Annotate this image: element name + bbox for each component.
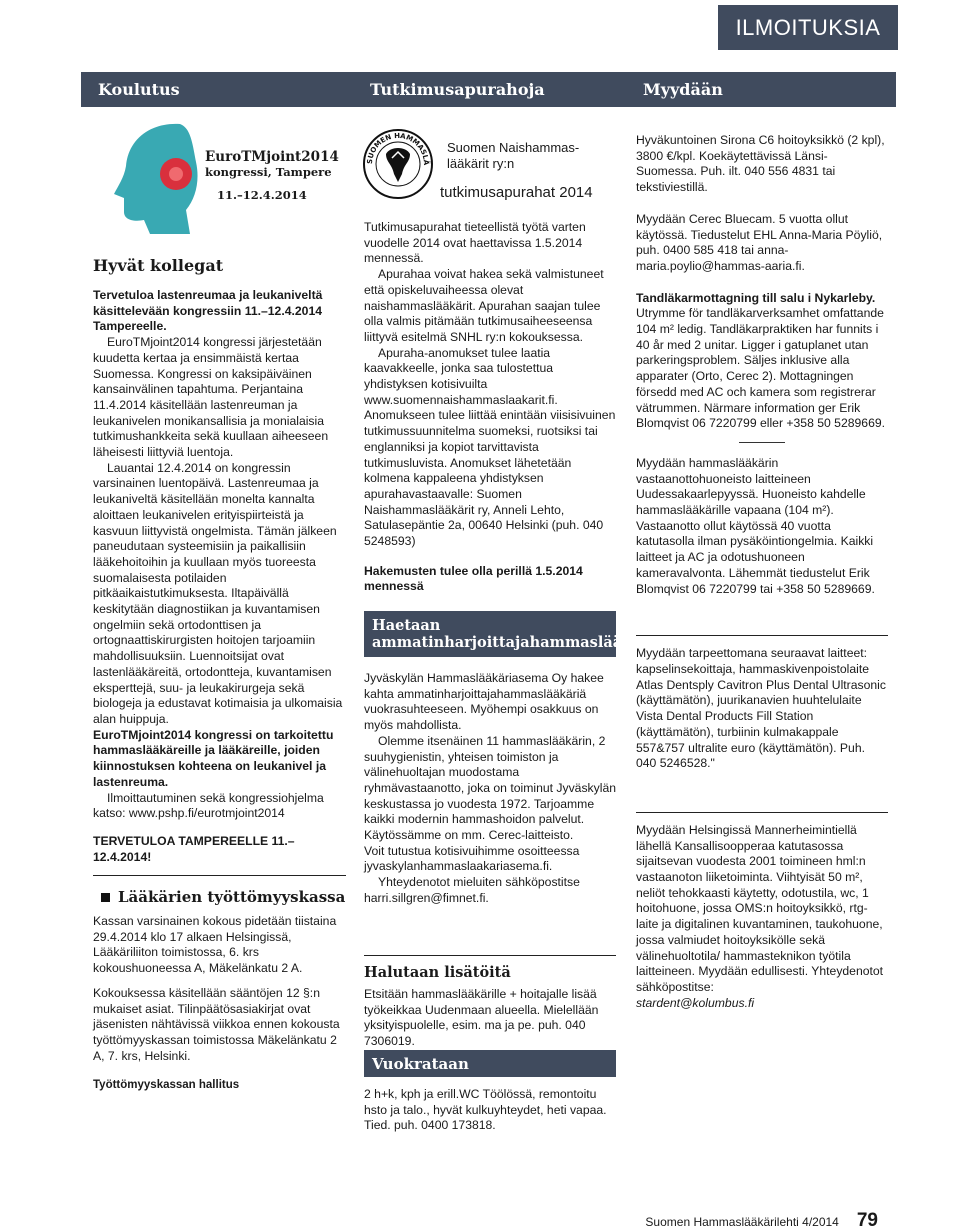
sale-ad-1: Hyväkuntoinen Sirona C6 hoitoyksikkö (2 kpl), 3800 €/kpl. Koekäytettävissä Länsi-Suomessa. Puh. ilt. 040 556 4831 tai tekstiviestillä.	[636, 133, 885, 195]
congress-heading: Hyvät kollegat	[93, 256, 224, 275]
section-sale: Myydään	[643, 80, 723, 99]
congress-p3: EuroTMjoint2014 kongressi on tarkoitettu hammaslääkäreille ja lääkäreille, joiden kiinnostuksen kohteena on leukanivel ja lastenreuma.	[93, 727, 334, 789]
congress-intro: Tervetuloa lastenreumaa ja leukaniveltä käsittelevään kongressiin 11.–12.4.2014 Tampereelle.	[93, 288, 323, 334]
seal-text: SUOMEN HAMMASLÄ	[365, 131, 431, 166]
rent-text: 2 h+k, kph ja erill.WC Töölössä, remontoitu hsto ja talo., hyvät kulkuyhteydet, heti vapaa. Tied. puh. 0400 173818.	[364, 1087, 607, 1133]
wanted-p4: Yhteydenotot mieluiten sähköpostitse harri.sillgren@fimnet.fi.	[364, 875, 580, 905]
sale-ad-2: Myydään Cerec Bluecam. 5 vuotta ollut käytössä. Tiedustelut EHL Anna-Maria Pöyliö, puh. 0400 585 418 tai anna-maria.poylio@hammas-aaria.fi.	[636, 211, 883, 273]
head-profile-icon	[110, 118, 210, 236]
rent-ad	[364, 1050, 616, 1134]
grants-p4: Anomukseen tulee liittää enintään viisisivuinen tutkimussuunnitelma suomeksi, ruotsiksi tai englanniksi ja kopiot tarvittavista tutkimusluvista. Anomukset lähetetään kolmena kappaleena yhdistyksen apurahavastaavalle: Suomen Naishammaslääkärit ry, Anneli Lehto, Satulasepäntie 2a, 00640 Helsinki (puh. 040 5248593)	[364, 408, 616, 549]
grants-org	[447, 140, 617, 172]
grants-p1: Tutkimusapurahat tieteellistä työtä varten vuodelle 2014 ovat haettavissa 1.5.2014 mennessä.	[364, 220, 586, 266]
rent-heading: Vuokrataan	[364, 1050, 616, 1077]
grants-title: tutkimusapurahat 2014	[440, 184, 593, 201]
substitute-heading: Halutaan lisätöitä	[364, 964, 511, 981]
grants-article	[364, 220, 616, 595]
congress-article	[93, 256, 346, 876]
grants-org-line2: lääkärit ry:n	[447, 156, 515, 171]
congress-p2: Lauantai 12.4.2014 on kongressin varsinainen luentopäivä. Lastenreumaa ja leukaniveltä käsitellään monelta kannalta aloittaen leukanivelen erityispiirteistä ja kasvuun liittyvistä ongelmista. Tämän jälkeen paneudutaan systeemisiin ja paikallisiin lääkehoitoihin ja kuullaan myös tuoreesta suomalaisesta potilaiden pitkäaikaistutkimuksesta. Iltapäivällä keskitytään diagnostiikan ja kuvantamisen ongelmiin sekä ortodonttisen ja ortognaattiskirurgisten hoitojen tarjoamiin mahdollisuuksiin. Luennoitsijat ovat lastenlääkäreitä, ortodontteja, kuvantamisen eksperttejä, suu- ja leukakirurgeja sekä biologeja ja edustavat kotimaisia ja ulkomaisia alan huippuja.	[93, 460, 343, 726]
section-grants: Tutkimusapurahoja	[370, 80, 545, 99]
grants-p2: Apurahaa voivat hakea sekä valmistuneet että opiskeluvaiheessa olevat naishammaslääkärit. Apurahan saajan tulee olla valmis pitämään tutkimusaiheeseensa liittyvä esitelmä SNHL ry:n kokouksessa.	[364, 267, 604, 344]
sale-ad-4: Myydään hammaslääkärin vastaanottohuoneisto laitteineen Uudessakaarlepyyssä. Huoneisto kahdelle hammaslääkärille vapaana (104 m²). Vastaanotto ollut käytössä 40 vuotta katutasolla ilman pysäköintiongelmia. Kaikki laitteet ja AC ja odotushuoneen kameravalvonta. Lähemmät tiedustelut Erik Blomqvist 06 7220799 tai +358 50 5289669.	[636, 455, 875, 596]
sale-ad-6-email[interactable]: stardent@kolumbus.fi	[636, 995, 755, 1010]
sale-ad-5: Myydään tarpeettomana seuraavat laitteet: kapselinsekoittaja, hammaskivenpoistolaite Atlas Dentsply Cavitron Plus Dental Ultrasonic (käyttämätön), juurikanavien huuhtelulaite Vista Dental Products Fill Station (käyttämätön), turbiinin kulmakappale 557&757 ultralite euro (käyttämätön). Puh. 040 5246528."	[636, 646, 886, 771]
unemployment-p2: Kokouksessa käsitellään sääntöjen 12 §:n mukaiset asiat. Tilinpäätösasiakirjat ovat jäsenisten nähtävissä viikkoa ennen kokousta työttömyyskassan toimistossa Mäkelänkatu 2 A, 7. krs, Helsinki.	[93, 985, 340, 1063]
grants-org-line1: Suomen Naishammas-	[447, 140, 580, 155]
logo-dates: 11.–12.4.2014	[217, 188, 307, 202]
congress-welcome: TERVETULOA TAMPEREELLE 11.–12.4.2014!	[93, 834, 346, 876]
grants-p3: Apuraha-anomukset tulee laatia kaavakkeelle, jonka saa tulostettua yhdistyksen kotisivuilta www.suomennaishammaslaakarit.fi.	[364, 345, 558, 407]
association-seal	[362, 128, 434, 200]
page-number: 79	[856, 1210, 878, 1231]
wanted-heading: Haetaan ammatinharjoittajahammaslääkäriä	[364, 611, 616, 657]
unemployment-p1: Kassan varsinainen kokous pidetään tiistaina 29.4.2014 klo 17 alkaen Helsingissä, Lääkäriliiton toimistossa, 6. krs kokoushuoneessa A, Mäkelänkatu 2 A.	[93, 914, 337, 976]
sale-ads	[636, 133, 888, 1011]
grants-deadline: Hakemusten tulee olla perillä 1.5.2014 mennessä	[364, 563, 583, 594]
substitute-ad	[364, 955, 616, 1050]
seal-icon	[362, 128, 434, 200]
wanted-ad	[364, 611, 665, 907]
sale-ad-5-rule	[636, 635, 888, 636]
page-footer	[645, 1210, 878, 1232]
wanted-p1: Jyväskylän Hammaslääkäriasema Oy hakee kahta ammatinharjoittajahammaslääkäriä vuokrasuhteeseen. Myöhempi osakkuus on myös mahdollista.	[364, 671, 604, 733]
unemployment-signature: Työttömyyskassan hallitus	[93, 1079, 240, 1092]
congress-logo-text	[205, 150, 345, 203]
sale-ad-6-rule	[636, 812, 888, 813]
journal-name: Suomen Hammaslääkärilehti 4/2014	[645, 1215, 839, 1229]
sale-ad-3-title: Tandläkarmottagning till salu i Nykarleby.	[636, 290, 876, 305]
section-koulutus: Koulutus	[98, 80, 180, 99]
substitute-text: Etsitään hammaslääkärille + hoitajalle lisää työkeikkaa Uudenmaan alueella. Mielellään yksityispuolelle, esim. ma ja pe. puh. 040 7306019.	[364, 987, 599, 1049]
section-bar	[81, 72, 896, 107]
unemployment-notice	[93, 888, 346, 1094]
sale-ad-3: Utrymme för tandläkarverksamhet omfattande 104 m² ledig. Tandläkarpraktiken har funnits i 40 år med 2 unitar. Ligger i gatuplanet utan parkeringsproblem. Säljes inklusive alla apparater (Orto, Cerec 2). Mottagningen försedd med AC och kamera som registrerar vätrummen. Närmare information ger Erik Blomqvist 06 7220799 eller +358 50 5289669.	[636, 306, 886, 431]
congress-p4: Ilmoittautuminen sekä kongressiohjelma katso: www.pshp.fi/eurotmjoint2014	[93, 790, 324, 821]
congress-logo	[110, 118, 210, 236]
wanted-p2: Olemme itsenäinen 11 hammaslääkärin, 2 suuhygienistin, yhteisen toimiston ja välinehuoltajan muodostama ryhmävastaanotto, joka on toiminut Jyväskylän keskustassa jo vuodesta 1972. Tarjoamme kaikki modernin hammashoidon palvelut. Käytössämme on mm. Cerec-laitteisto.	[364, 733, 616, 843]
section-tag: ILMOITUKSIA	[718, 5, 898, 50]
logo-title: EuroTMjoint2014	[205, 149, 339, 165]
square-bullet-icon	[101, 893, 110, 902]
unemployment-heading: Lääkärien työttömyyskassa	[118, 888, 346, 906]
wanted-p3: Voit tutustua kotisivuihimme osoitteessa jyvaskylanhammaslaakariasema.fi.	[364, 843, 580, 874]
sale-ad-6: Myydään Helsingissä Mannerheimintiellä lähellä Kansallisoopperaa katutasossa sijaitsevan vuodesta 2001 toimineen hml:n vastaanoton liiketoiminta. Viihtyisät 50 m², neliöt tehokkaasti käytetty, odotustila, wc, 1 hoitohuone, jossa OMS:n hoitoyksikkö, rtg-laite ja digitalinen kuvantaminen, taukohuone, jossa valmiudet hoitoyksikölle sekä välinehuoltotila/ hammasteknikon työtila laitteineen. Myydään edullisesti. Yhteydenotot sähköpostitse:	[636, 822, 884, 994]
congress-p1: EuroTMjoint2014 kongressi järjestetään kuudetta kertaa ja ensimmäistä kertaa Suomessa. Kongressi on kaksipäiväinen kansainvälinen tapahtuma. Perjantaina 11.4.2014 käsitellään lastenreuman ja leukanivelen monikansallisia ja monialaisia tutkimushankkeita sekä kuullaan aiheeseen läheisesti liittyviä luentoja.	[93, 335, 329, 460]
separator-line	[739, 442, 785, 443]
logo-subtitle: kongressi, Tampere	[205, 165, 332, 179]
